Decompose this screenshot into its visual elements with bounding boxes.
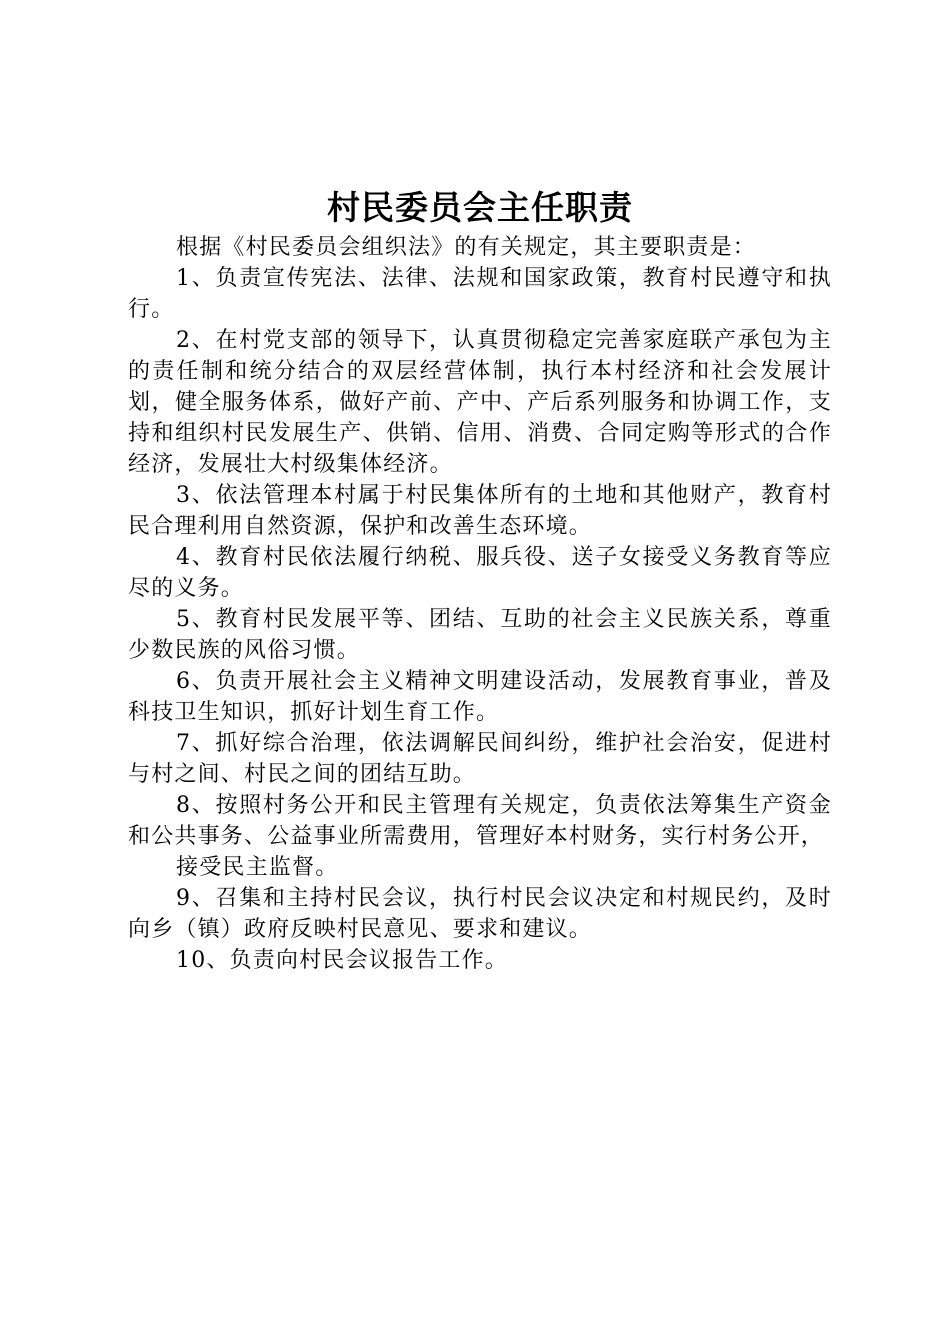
duty-paragraph-8: 8、按照村务公开和民主管理有关规定，负责依法筹集生产资金和公共事务、公益事业所需费用，管理好本村财务，实行村务公开，: [128, 793, 832, 849]
duty-paragraph-9: 9、召集和主持村民会议，执行村民会议决定和村规民约，及时向乡（镇）政府反映村民意见、要求和建议。: [128, 886, 832, 942]
duty-paragraph-2: 2、在村党支部的领导下，认真贯彻稳定完善家庭联产承包为主的责任制和统分结合的双层经营体制，执行本村经济和社会发展计划，健全服务体系，做好产前、产中、产后系列服务和协调工作，支持和组织村民发展生产、供销、信用、消费、合同定购等形式的合作经济，发展壮大村级集体经济。: [128, 328, 832, 477]
duty-paragraph-5: 5、教育村民发展平等、团结、互助的社会主义民族关系，尊重少数民族的风俗习惯。: [128, 607, 832, 663]
duty-paragraph-10: 10、负责向村民会议报告工作。: [176, 948, 508, 973]
intro-paragraph: 根据《村民委员会组织法》的有关规定，其主要职责是：: [176, 235, 757, 260]
duty-paragraph-3: 3、依法管理本村属于村民集体所有的土地和其他财产，教育村民合理利用自然资源，保护和改善生态环境。: [128, 483, 832, 539]
duty-paragraph-1: 1、负责宣传宪法、法律、法规和国家政策，教育村民遵守和执行。: [128, 266, 832, 322]
duty-paragraph-8-continued: 接受民主监督。: [176, 855, 339, 880]
duty-paragraph-4: 4、教育村民依法履行纳税、服兵役、送子女接受义务教育等应尽的义务。: [128, 545, 832, 601]
duty-paragraph-7: 7、抓好综合治理，依法调解民间纠纷，维护社会治安，促进村与村之间、村民之间的团结互助。: [128, 731, 832, 787]
duty-paragraph-6: 6、负责开展社会主义精神文明建设活动，发展教育事业，普及科技卫生知识，抓好计划生育工作。: [128, 669, 832, 725]
document-title: 村民委员会主任职责: [327, 188, 633, 227]
document-body: [128, 186, 832, 976]
